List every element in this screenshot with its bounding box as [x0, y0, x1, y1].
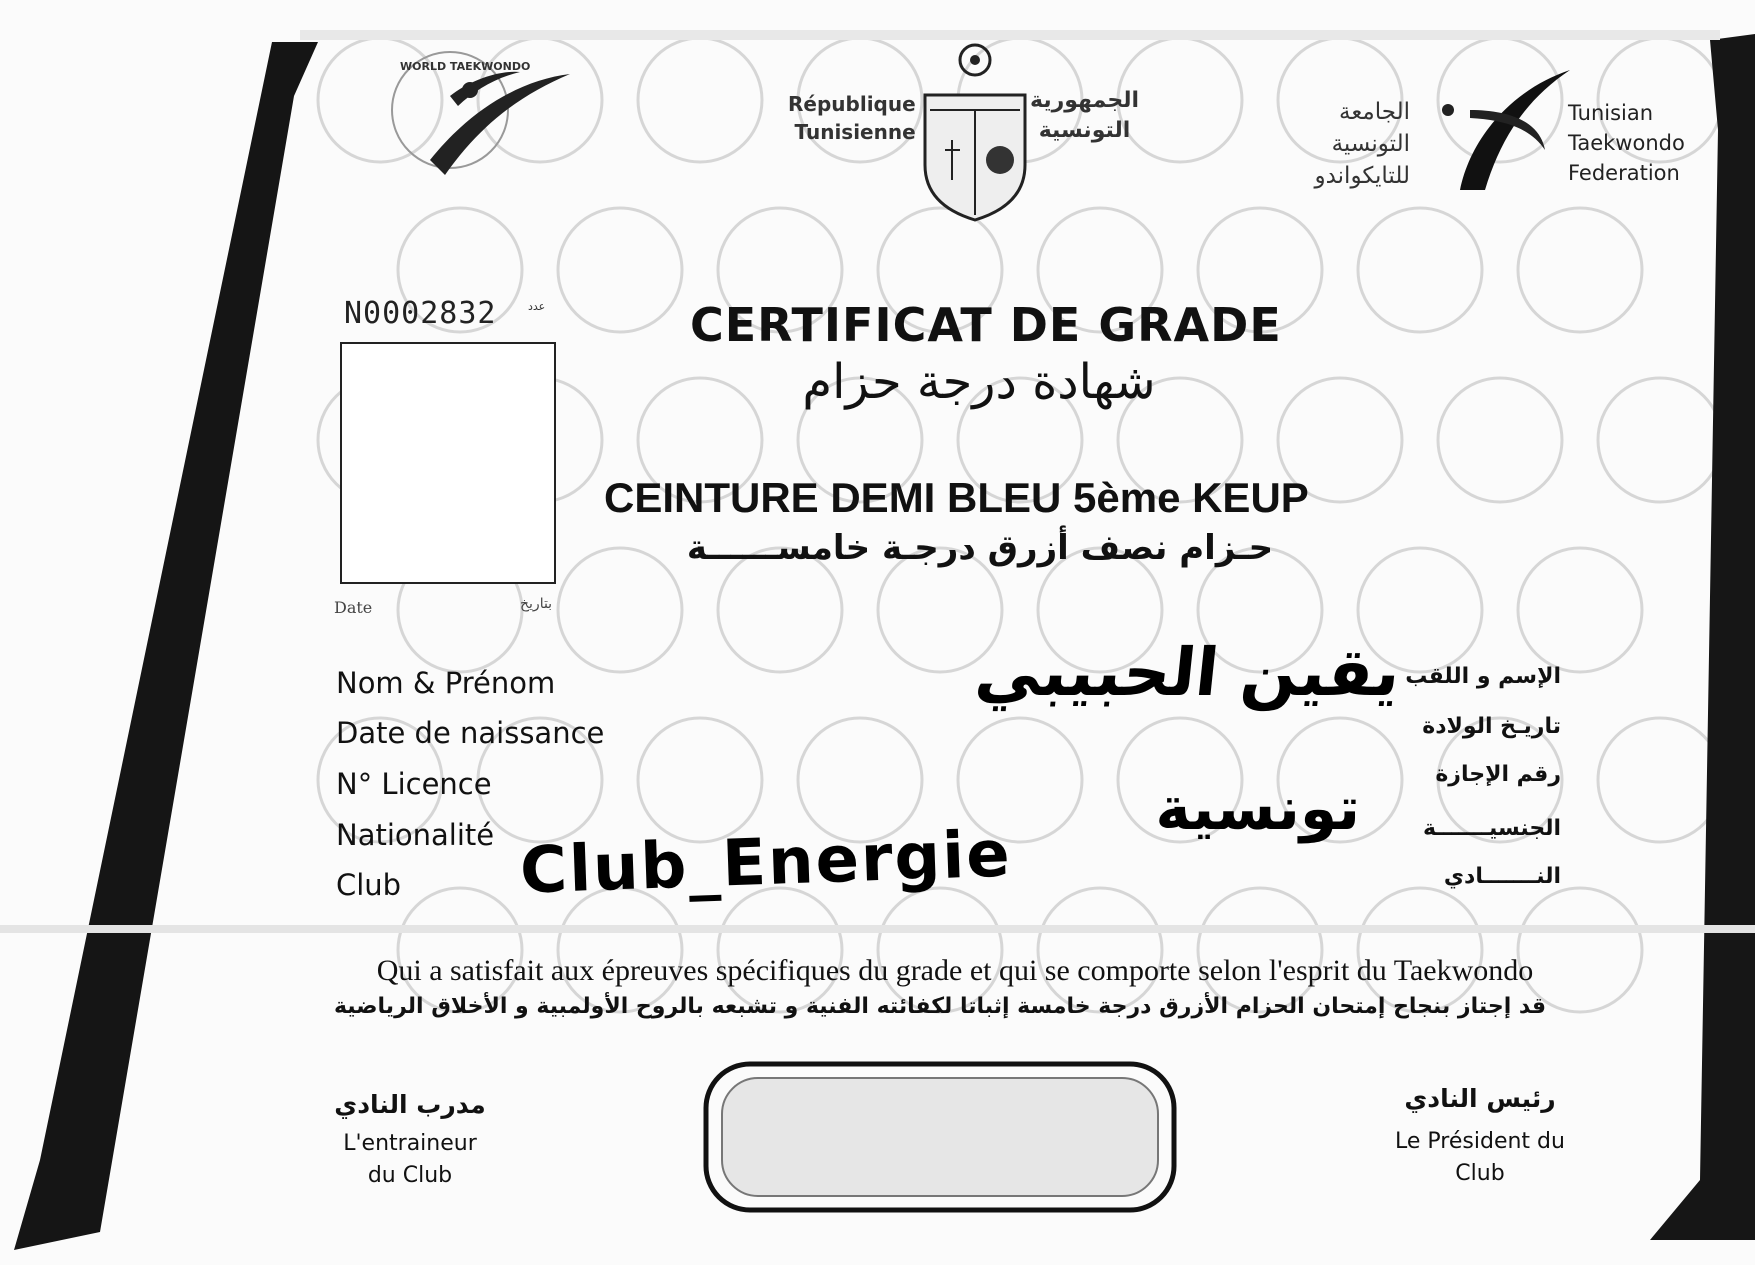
federation-logo-icon — [1442, 70, 1570, 190]
republic-fr-line-1: République — [788, 92, 916, 116]
label-club: Club — [336, 868, 402, 902]
handwritten-nationality: تونسية — [1155, 774, 1360, 844]
right-frame-band — [1650, 34, 1755, 1240]
republic-ar-line-2: التونسية — [1038, 118, 1131, 143]
president-fr-line-2: Club — [1455, 1161, 1505, 1186]
republic-fr-line-2: Tunisienne — [794, 120, 916, 144]
label-nationality-ar: الجنسيـــــــة — [1423, 816, 1561, 841]
watermark-circle — [1438, 378, 1562, 502]
svg-text:WORLD TAEKWONDO: WORLD TAEKWONDO — [400, 60, 531, 73]
top-edge — [300, 30, 1720, 40]
watermark-circle — [1358, 208, 1482, 332]
coach-label-ar: مدرب النادي — [334, 1090, 486, 1119]
label-name: Nom & Prénom — [336, 666, 556, 700]
president-fr-line-1: Le Président du — [1395, 1129, 1565, 1154]
scan-band — [0, 925, 1755, 933]
label-birthdate-ar: تاريـخ الولادة — [1422, 714, 1561, 739]
watermark-circle — [318, 38, 442, 162]
label-club-ar: النـــــــادي — [1443, 864, 1561, 889]
belt-grade: CEINTURE DEMI BLEU 5ème KEUP — [604, 474, 1309, 521]
federation-ar-line-2: التونسية — [1331, 131, 1410, 157]
photo-date-label-ar: بتاريخ — [520, 596, 553, 612]
label-license: N° Licence — [336, 767, 492, 801]
statement-ar: قد إجتاز بنجاح إمتحان الحزام الأزرق درجة خامسة إثباتا لكفائته الفنية و تشبعه بالروح الأولمبية و الأخلاق الرياضية — [333, 994, 1547, 1019]
federation-name-ar — [1270, 96, 1410, 192]
watermark-circle — [1598, 718, 1722, 842]
tunisia-coat-of-arms-icon — [925, 45, 1025, 220]
watermark-circle — [1518, 208, 1642, 332]
coach-label-fr — [300, 1128, 520, 1192]
serial-number: N0002832 — [344, 296, 497, 331]
watermark-circle — [558, 208, 682, 332]
photo-box — [340, 342, 556, 584]
watermark-circle — [638, 718, 762, 842]
handwritten-name: يقين الحبيبي — [971, 634, 1405, 711]
president-label-ar: رئيس النادي — [1404, 1084, 1556, 1113]
left-frame-band — [14, 42, 318, 1250]
federation-en-line-1: Tunisian — [1568, 101, 1654, 125]
federation-ar-line-3: للتايكواندو — [1314, 163, 1410, 189]
watermark-circle — [1598, 378, 1722, 502]
president-label-fr — [1360, 1126, 1600, 1190]
serial-label-ar: عدد — [528, 300, 546, 313]
federation-en-line-2: Taekwondo — [1568, 131, 1685, 155]
world-taekwondo-logo-icon — [392, 52, 570, 175]
club-stamp-icon — [706, 1064, 1174, 1210]
label-birthdate: Date de naissance — [336, 716, 605, 750]
belt-grade-ar: حـزام نصف أزرق درجـة خامســــــة — [686, 528, 1274, 568]
coach-fr-line-2: du Club — [367, 1163, 453, 1188]
label-nationality: Nationalité — [336, 818, 495, 852]
watermark-circle — [1518, 548, 1642, 672]
coach-fr-line-1: L'entraineur — [343, 1131, 477, 1156]
statement-fr: Qui a satisfait aux épreuves spécifiques du grade et qui se comporte selon l'esprit du Taekwondo — [376, 954, 1534, 987]
republic-name-fr — [788, 90, 916, 146]
federation-name-en — [1568, 98, 1685, 188]
watermark-circle — [638, 38, 762, 162]
label-license-ar: رقم الإجازة — [1435, 762, 1561, 787]
photo-date-label: Date — [334, 598, 373, 617]
handwritten-club: Club_Energie — [518, 817, 1013, 909]
republic-ar-line-1: الجمهورية — [1030, 88, 1139, 113]
certificate-title: CERTIFICAT DE GRADE — [690, 298, 1282, 352]
certificate-title-ar: شهادة درجة حزام — [802, 354, 1156, 410]
republic-name-ar — [1030, 86, 1139, 146]
label-name-ar: الإسم و اللقب — [1405, 664, 1561, 689]
federation-en-line-3: Federation — [1568, 161, 1680, 185]
federation-ar-line-1: الجامعة — [1339, 99, 1410, 125]
